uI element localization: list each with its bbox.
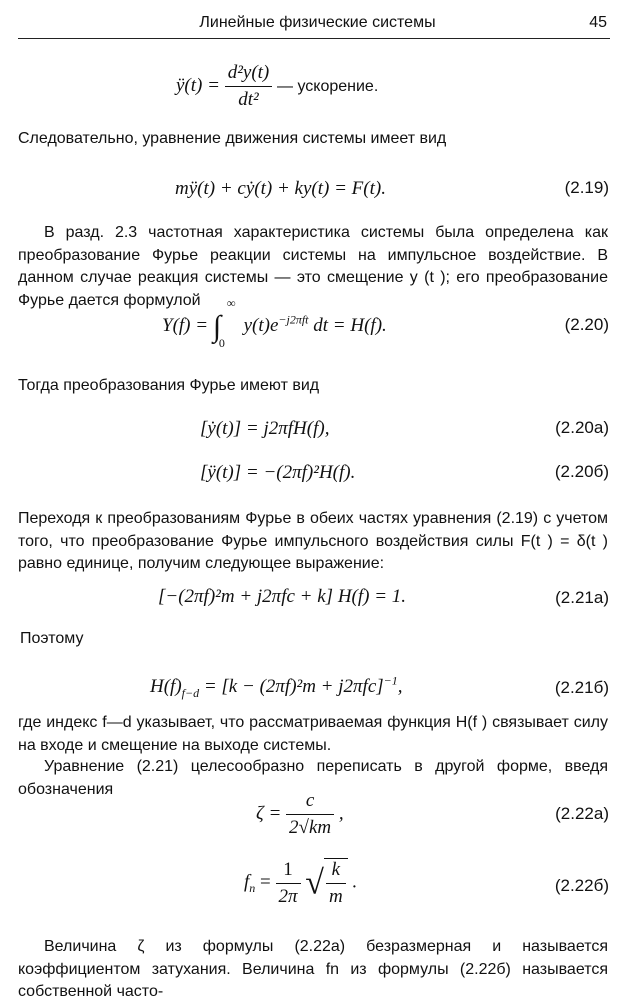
eq-2-22b-tail: .	[352, 871, 358, 893]
equation-number-2-20b: (2.20б)	[554, 462, 609, 481]
eq-2-20-lhs: Y(f) =	[162, 315, 209, 336]
paragraph-2: В разд. 2.3 частотная характеристика системы была определена как преобразование Фурье реакции системы на импульсное воздействие. В данном случае реакция системы — это смещение y (t ); его преобразование Фурье дается формулой	[18, 224, 608, 309]
equation-number-2-21b: (2.21б)	[554, 678, 609, 697]
equation-2-19: mÿ(t) + cẏ(t) + ky(t) = F(t).	[175, 178, 386, 199]
equation-number-2-20a: (2.20а)	[555, 418, 609, 437]
equation-2-22b	[244, 858, 357, 908]
equation-acceleration	[176, 62, 378, 111]
eq-2-22b-root-numerator: k	[331, 859, 341, 880]
equation-number-2-21a: (2.21а)	[555, 588, 609, 607]
equation-2-21b	[150, 673, 403, 700]
equation-2-22a	[256, 790, 344, 839]
accel-label: — ускорение.	[277, 77, 379, 95]
eq-2-21b-subscript: f−d	[181, 685, 200, 700]
accel-fraction	[225, 62, 273, 111]
accel-denominator: dt²	[225, 86, 273, 111]
eq-2-22b-subscript: n	[249, 881, 256, 896]
equation-number-2-22b: (2.22б)	[554, 876, 609, 895]
equation-number-2-22a: (2.22а)	[555, 804, 609, 823]
eq-2-22b-numerator: 1	[283, 858, 293, 880]
eq-2-21b-tail: ,	[397, 676, 403, 697]
eq-2-22a-fraction	[286, 790, 334, 839]
paragraph-4: Переходя к преобразованиям Фурье в обеих частях уравнения (2.19) с учетом того, что преобразование Фурье импульсного воздействия силы F(t ) = δ(t ) равно единице, получим следующее выражение:	[18, 510, 608, 572]
eq-2-20-body: y(t)e	[243, 315, 279, 336]
eq-2-22b-lhs: f	[244, 871, 250, 893]
eq-2-22a-tail: ,	[338, 802, 344, 824]
eq-2-22b-root-denominator: m	[326, 883, 346, 908]
equation-2-20a: [ẏ(t)] = j2πfH(f),	[200, 418, 330, 439]
equation-2-20	[162, 296, 387, 350]
paragraph-6: где индекс f—d указывает, что рассматриваемая функция H(f ) связывает силу на входе и смещение на выходе системы.	[18, 714, 608, 754]
eq-2-21b-lhs: H(f)	[150, 676, 182, 697]
equation-number-2-19: (2.19)	[564, 178, 609, 197]
integral-sign: ∫ ∞ 0	[212, 296, 236, 350]
equation-number-2-20: (2.20)	[564, 315, 609, 334]
eq-2-21b-exponent: −1	[383, 673, 398, 688]
eq-2-22a-numerator: c	[305, 790, 315, 811]
eq-2-22b-root-fraction	[324, 858, 348, 908]
running-header: Линейные физические системы	[199, 14, 436, 31]
accel-lhs: ÿ(t) =	[176, 74, 220, 96]
eq-2-20-rest: dt = H(f).	[313, 315, 387, 336]
eq-2-22b-equals: =	[260, 871, 271, 893]
paragraph-3: Тогда преобразования Фурье имеют вид	[18, 377, 320, 394]
eq-2-20-exponent: −j2πft	[278, 312, 309, 327]
integral-lower-limit: 0	[218, 336, 225, 350]
paragraph-5: Поэтому	[20, 630, 84, 647]
equation-2-20b: [ÿ(t)] = −(2πf)²H(f).	[200, 462, 356, 483]
radical-sign: √	[305, 864, 324, 902]
header-rule	[18, 38, 610, 39]
eq-2-22a-denominator: 2√km	[286, 814, 334, 839]
paragraph-7: Уравнение (2.21) целесообразно переписать в другой форме, введя обозначения	[18, 758, 608, 798]
paragraph-1: Следовательно, уравнение движения системы имеет вид	[18, 130, 447, 147]
eq-2-22b-denominator: 2π	[276, 883, 301, 908]
eq-2-21b-rhs: = [k − (2πf)²m + j2πfc]	[203, 676, 384, 697]
equation-2-21a: [−(2πf)²m + j2πfc + k] H(f) = 1.	[158, 586, 407, 607]
eq-2-22b-fraction	[276, 859, 301, 908]
accel-numerator: d²y(t)	[227, 62, 270, 83]
page-number: 45	[589, 14, 607, 31]
integral-upper-limit: ∞	[226, 296, 236, 310]
paragraph-8: Величина ζ из формулы (2.22а) безразмерная и называется коэффициентом затухания. Величина fn из формулы (2.22б) называется собственной часто-	[18, 938, 608, 1000]
eq-2-22a-lhs: ζ =	[256, 802, 282, 824]
